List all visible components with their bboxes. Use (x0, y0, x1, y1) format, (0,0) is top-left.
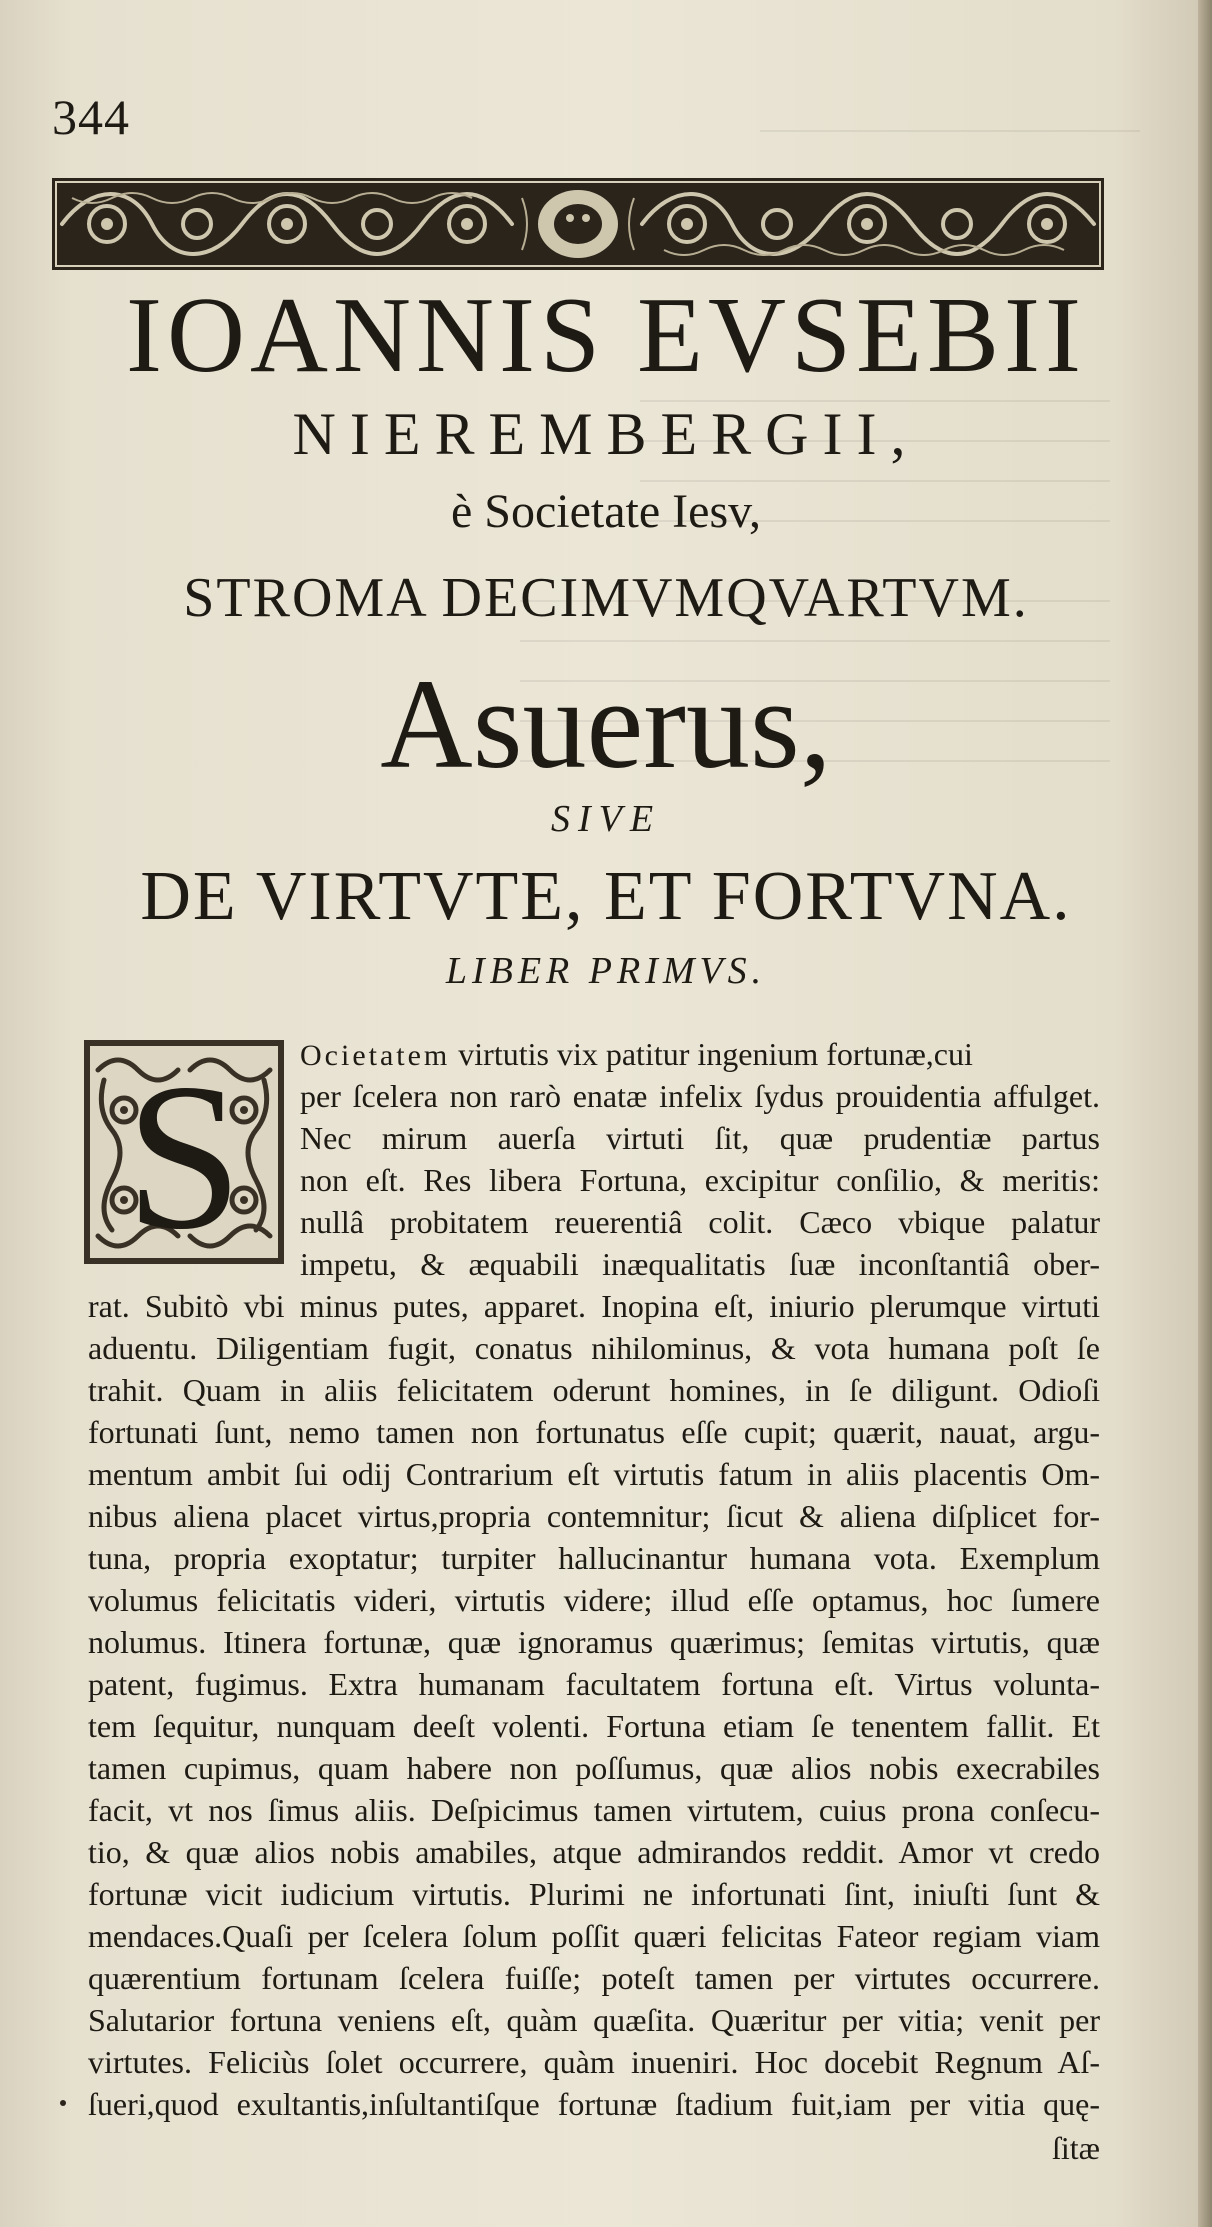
text-line: mendaces.Quaſi per ſcelera ſolum poſſit quæri felicitas Fateor regiam viam (88, 1918, 1100, 1954)
sive-line: SIVE (550, 798, 662, 840)
text-line: tio, & quæ alios nobis amabiles, atque admirandos reddit. Amor vt credo (88, 1834, 1100, 1870)
text-line: Nec mirum auerſa virtuti ſit, quæ prudentiæ partus (300, 1120, 1100, 1156)
author-name: IOANNIS EVSEBII (126, 276, 1086, 395)
text-line: fortunæ vicit iudicium virtutis. Plurimi ne infortunati ſint, iniuſti ſunt & (88, 1876, 1100, 1912)
text-line: Salutarior fortuna veniens eſt, quàm quæſita. Quæritur per vitia; venit per (88, 2002, 1100, 2038)
text-line: quærentium fortunam ſcelera fuiſſe; poteſt tamen per virtutes occurrere. (88, 1960, 1100, 1996)
text-line-content: virtutis vix patitur ingenium fortunæ,cui (458, 1036, 973, 1072)
text-line: impetu, & æquabili inæqualitatis ſuæ inconſtantiâ ober- (300, 1246, 1100, 1282)
text-line: tamen cupimus, quam habere non poſſumus, quæ alios nobis execrabiles (88, 1750, 1100, 1786)
page-number: 344 (52, 89, 130, 145)
text-line: non eſt. Res libera Fortuna, excipitur conſilio, & meritis: (300, 1162, 1100, 1198)
page-edge (1198, 0, 1212, 2227)
text-line: patent, fugimus. Extra humanam facultatem fortuna eſt. Virtus volunta- (88, 1666, 1100, 1702)
text-line: nolumus. Itinera fortunæ, quæ ignoramus quærimus; ſemitas virtutis, quæ (88, 1624, 1100, 1660)
ink-speck (60, 2100, 66, 2106)
author-surname: NIEREMBERGII, (292, 401, 920, 467)
text-line: volumus felicitatis videri, virtutis videre; illud eſſe optamus, hoc ſumere (88, 1582, 1100, 1618)
main-title: Asuerus, (380, 653, 832, 795)
text-line: facit, vt nos ſimus aliis. Deſpicimus tamen virtutem, cuius prona conſecu- (88, 1792, 1100, 1828)
text-line: rat. Subitò vbi minus putes, apparet. Inopina eſt, iniurio plerumque virtuti (88, 1288, 1100, 1324)
text-line: virtutes. Feliciùs ſolet occurrere, quàm inueniri. Hoc docebit Regnum Aſ- (88, 2044, 1100, 2080)
text-line: fortunati ſunt, nemo tamen non fortunatus eſſe cupit; quærit, nauat, argu- (88, 1414, 1100, 1450)
initial-letter: S (125, 1041, 243, 1273)
text-line: nibus aliena placet virtus,propria contemnitur; ſicut & aliena diſplicet for- (88, 1498, 1100, 1534)
text-line: mentum ambit ſui odij Contrarium eſt virtutis fatum in aliis placentis Om- (88, 1456, 1100, 1492)
book-heading: LIBER PRIMVS. (445, 950, 767, 992)
text-line: nullâ probitatem reuerentiâ colit. Cæco vbique palatur (300, 1204, 1100, 1240)
text-line: per ſcelera non rarò enatæ infelix ſydus prouidentia affulget. (300, 1078, 1100, 1114)
text-line: ſueri,quod exultantis,inſultantiſque fortunæ ſtadium fuit,iam per vitia quę- (88, 2086, 1100, 2122)
text-line: tuna, propria exoptatur; turpiter hallucinantur humana vota. Exemplum (88, 1540, 1100, 1576)
catchword: ſitæ (1051, 2130, 1100, 2166)
text-line (300, 1034, 1100, 1076)
text-line: aduentu. Diligentiam fugit, conatus nihilominus, & vota humana poſt ſe (88, 1330, 1100, 1366)
society-line: è Societate Iesv, (450, 485, 762, 538)
text-line: trahit. Quam in aliis felicitatem oderunt homines, in ſe diligunt. Odioſi (88, 1372, 1100, 1408)
text-line: tem ſequitur, nunquam deeſt volenti. Fortuna etiam ſe tenentem fallit. Et (88, 1708, 1100, 1744)
stroma-heading: STROMA DECIMVMQVARTVM. (183, 567, 1029, 629)
subtitle: DE VIRTVTE, ET FORTVNA. (140, 858, 1072, 935)
opening-word: Ocietatem (300, 1039, 451, 1072)
